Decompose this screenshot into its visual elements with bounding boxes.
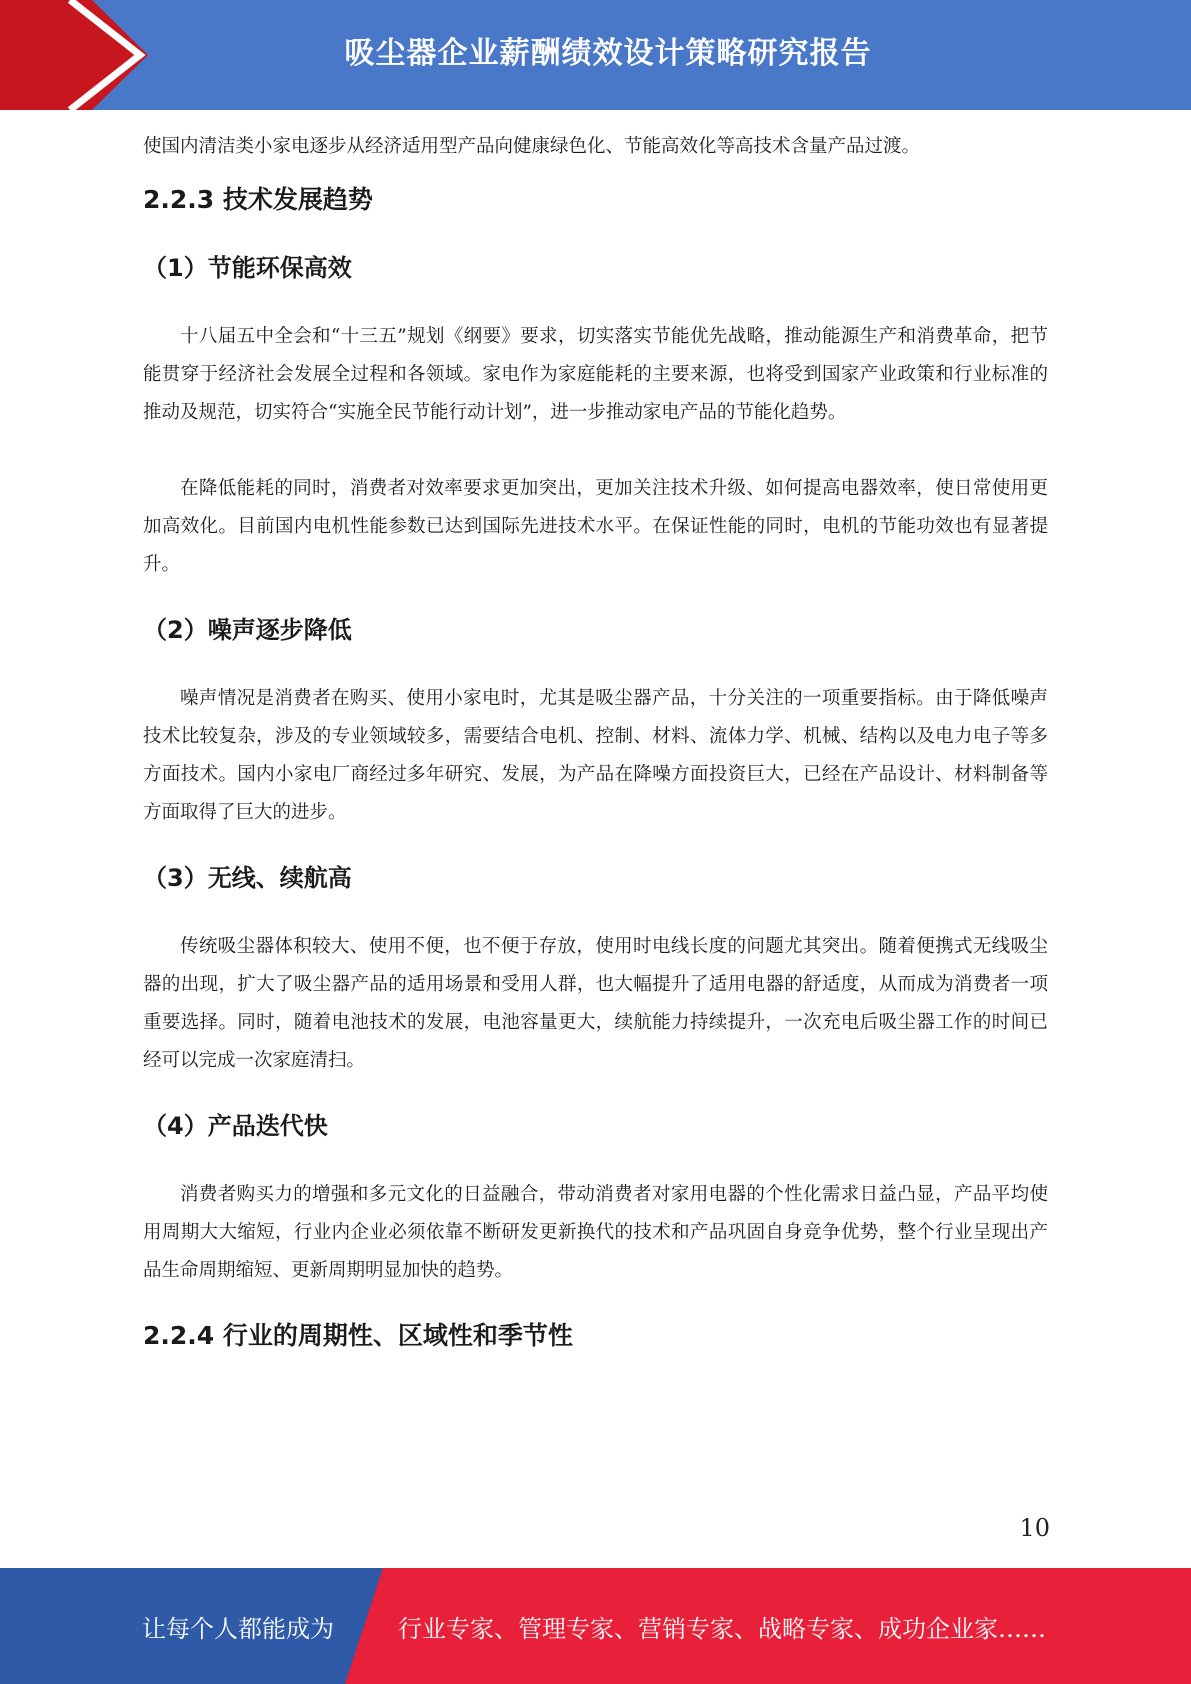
- paragraph-energy-saving-2: 在降低能耗的同时，消费者对效率要求更加突出，更加关注技术升级、如何提高电器效率，使日常使用更加高效化。目前国内电机性能参数已达到国际先进技术水平。在保证性能的同时，电机的节能功效也有显著提升。: [143, 478, 1048, 575]
- page-footer: [0, 1568, 1191, 1684]
- subsection-heading-4: （4）产品迭代快: [143, 1112, 328, 1140]
- footer-slogan-left: 让每个人都能成为: [142, 1614, 334, 1643]
- paragraph-energy-saving-1: 十八届五中全会和“十三五”规划《纲要》要求，切实落实节能优先战略，推动能源生产和消费革命，把节能贯穿于经济社会发展全过程和各领域。家电作为家庭能耗的主要来源，也将受到国家产业政策和行业标准的推动及规范，切实符合“实施全民节能行动计划”，进一步推动家电产品的节能化趋势。: [143, 326, 1048, 423]
- page-number: 10: [1019, 1514, 1050, 1542]
- subsection-heading-1: （1）节能环保高效: [143, 254, 352, 282]
- intro-paragraph: 使国内清洁类小家电逐步从经济适用型产品向健康绿色化、节能高效化等高技术含量产品过渡。: [143, 136, 921, 157]
- page-header: [0, 0, 1191, 110]
- paragraph-wireless: 传统吸尘器体积较大、使用不便，也不便于存放，使用时电线长度的问题尤其突出。随着便携式无线吸尘器的出现，扩大了吸尘器产品的适用场景和受用人群，也大幅提升了适用电器的舒适度，从而成为消费者一项重要选择。同时，随着电池技术的发展，电池容量更大，续航能力持续提升，一次充电后吸尘器工作的时间已经可以完成一次家庭清扫。: [143, 936, 1048, 1071]
- section-heading-2-2-3: 2.2.3 技术发展趋势: [143, 185, 373, 214]
- footer-slogan-right: 行业专家、管理专家、营销专家、战略专家、成功企业家……: [398, 1614, 1046, 1643]
- paragraph-noise: 噪声情况是消费者在购买、使用小家电时，尤其是吸尘器产品，十分关注的一项重要指标。由于降低噪声技术比较复杂，涉及的专业领域较多，需要结合电机、控制、材料、流体力学、机械、结构以及电力电子等多方面技术。国内小家电厂商经过多年研究、发展，为产品在降噪方面投资巨大，已经在产品设计、材料制备等方面取得了巨大的进步。: [143, 688, 1048, 823]
- paragraph-iteration: 消费者购买力的增强和多元文化的日益融合，带动消费者对家用电器的个性化需求日益凸显，产品平均使用周期大大缩短，行业内企业必须依靠不断研发更新换代的技术和产品巩固自身竞争优势，整个行业呈现出产品生命周期缩短、更新周期明显加快的趋势。: [143, 1184, 1048, 1281]
- document-title: 吸尘器企业薪酬绩效设计策略研究报告: [344, 36, 872, 71]
- section-heading-2-2-4: 2.2.4 行业的周期性、区域性和季节性: [143, 1321, 573, 1350]
- subsection-heading-2: （2）噪声逐步降低: [143, 616, 352, 644]
- page-content: [143, 128, 1048, 1356]
- subsection-heading-3: （3）无线、续航高: [143, 864, 352, 892]
